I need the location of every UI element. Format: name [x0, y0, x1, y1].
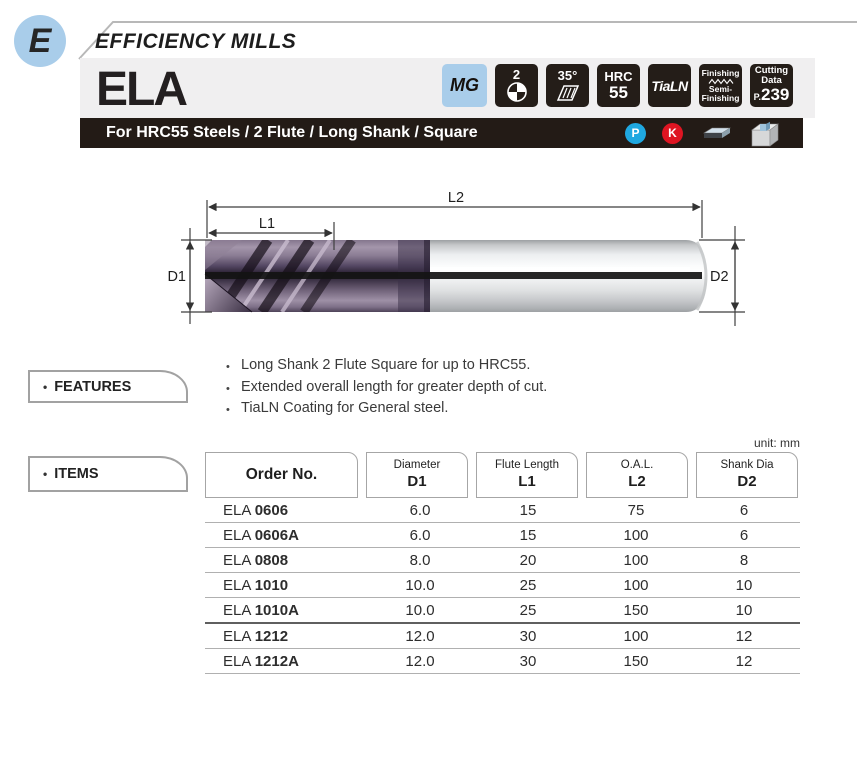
header-symbol: D2 [737, 473, 757, 490]
cutting-data-label-2: Data [761, 75, 782, 86]
order-code: 1010A [254, 601, 299, 619]
order-no-cell [205, 552, 366, 569]
series-letter-badge [14, 15, 66, 67]
items-bullet: • [43, 467, 48, 481]
l2-value-cell: 100 [623, 551, 649, 569]
title-band [80, 58, 815, 118]
l1-value-cell: 30 [519, 652, 537, 670]
cutting-data-label-1: Cutting [754, 65, 789, 76]
table-row [205, 498, 800, 523]
model-name: ELA [96, 63, 186, 116]
order-code: 0808 [254, 551, 289, 569]
order-no-cell [205, 628, 366, 645]
header-symbol: L1 [518, 473, 536, 490]
l2-value-cell: 100 [623, 576, 649, 594]
flute-cross-section-icon [505, 81, 529, 103]
table-row [205, 649, 800, 674]
d1-value-cell: 6.0 [409, 526, 431, 544]
l2-value-cell: 150 [623, 652, 649, 670]
dim-label-d1: D1 [167, 269, 186, 285]
d1-value-cell: 10.0 [405, 576, 435, 594]
items-label: ITEMS [54, 466, 99, 482]
dim-label-d2: D2 [710, 269, 729, 285]
l1-value-cell: 25 [519, 576, 537, 594]
header-symbol: D1 [407, 473, 427, 490]
table-row [205, 548, 800, 573]
bullet-icon: • [226, 361, 230, 373]
feature-text: Long Shank 2 Flute Square for up to HRC55. [241, 357, 531, 373]
header-label: Diameter [393, 459, 441, 471]
order-series: ELA [223, 652, 251, 670]
helix-angle-icon [556, 84, 580, 102]
header-order-no: Order No. [205, 452, 358, 498]
helix-angle-badge [546, 64, 589, 107]
header-oal [586, 452, 688, 498]
order-no-cell [205, 602, 366, 619]
finishing-label-1: Finishing [701, 67, 740, 78]
feature-text: Extended overall length for greater depth of cut. [241, 378, 548, 395]
flute-count-label: 2 [512, 67, 521, 82]
table-row [205, 523, 800, 548]
feature-item [226, 399, 547, 421]
order-code: 1212 [254, 627, 289, 645]
order-series: ELA [223, 501, 251, 519]
order-series: ELA [223, 576, 251, 594]
dim-label-l2: L2 [447, 190, 465, 206]
d1-value-cell: 10.0 [405, 601, 435, 619]
hardness-value: 55 [609, 83, 628, 102]
finishing-label-2: Semi- [708, 83, 733, 94]
bullet-icon: • [226, 404, 230, 416]
spec-badges [442, 64, 793, 107]
p-label: P [631, 126, 640, 140]
cutting-data-badge [750, 64, 793, 107]
l1-value-cell: 15 [519, 526, 537, 544]
facing-plate-icon [699, 124, 733, 142]
material-label: MG [450, 75, 479, 95]
items-label-box [28, 456, 188, 492]
order-series: ELA [223, 526, 251, 544]
cutting-data-page [754, 87, 790, 105]
feature-text: TiaLN Coating for General steel. [241, 400, 449, 416]
table-header [205, 452, 798, 498]
d2-value-cell: 12 [735, 627, 753, 645]
hardness-label: HRC [604, 69, 633, 84]
header-symbol: L2 [628, 473, 646, 490]
table-row [205, 573, 800, 598]
center-reflection-line [205, 272, 702, 279]
coating-badge [648, 64, 691, 107]
l1-value-cell: 15 [519, 501, 537, 519]
order-code: 0606A [254, 526, 299, 544]
order-series: ELA [223, 551, 251, 569]
series-title: EFFICIENCY MILLS [95, 30, 297, 53]
slotted-block-icon [749, 119, 781, 147]
finishing-label-3: Finishing [701, 92, 740, 103]
feature-item [226, 356, 547, 378]
d2-value-cell: 10 [735, 576, 753, 594]
header-label: O.A.L. [620, 459, 654, 471]
header-label: Flute Length [495, 459, 559, 471]
l1-value-cell: 30 [519, 627, 537, 645]
feature-item [226, 378, 547, 400]
coating-label: TiaLN [651, 77, 688, 94]
d1-value-cell: 12.0 [405, 627, 435, 645]
l1-value-cell: 25 [519, 601, 537, 619]
features-label: FEATURES [54, 378, 132, 395]
dim-label-l1: L1 [258, 216, 276, 232]
table-body [205, 498, 800, 674]
features-bullet: • [43, 379, 48, 394]
features-list [226, 356, 547, 421]
order-no-cell [205, 502, 366, 519]
unit-note: unit: mm [753, 436, 800, 450]
header-flute-length [476, 452, 578, 498]
helix-angle-label: 35° [557, 68, 578, 83]
order-series: ELA [223, 627, 251, 645]
d2-value-cell: 6 [739, 526, 749, 544]
flute-count-badge [495, 64, 538, 107]
table-row [205, 598, 800, 624]
d1-value-cell: 6.0 [409, 501, 431, 519]
header-diameter [366, 452, 468, 498]
d1-value-cell: 8.0 [409, 551, 431, 569]
header-shank-dia [696, 452, 798, 498]
table-row [205, 624, 800, 649]
features-label-box [28, 370, 188, 403]
order-no-cell [205, 653, 366, 670]
l2-value-cell: 150 [623, 601, 649, 619]
subtitle-text: For HRC55 Steels / 2 Flute / Long Shank / Square [106, 124, 478, 141]
d2-value-cell: 12 [735, 652, 753, 670]
page-prefix: P. [753, 92, 761, 102]
k-label: K [668, 126, 677, 140]
series-letter: E [28, 21, 52, 60]
iso-k-castiron-icon [662, 123, 683, 144]
hardness-badge [597, 64, 640, 107]
iso-p-steel-icon [625, 123, 646, 144]
order-code: 1212A [254, 652, 299, 670]
l2-value-cell: 100 [623, 627, 649, 645]
d1-value-cell: 12.0 [405, 652, 435, 670]
finishing-badge [699, 64, 742, 107]
l1-value-cell: 20 [519, 551, 537, 569]
order-series: ELA [223, 601, 251, 619]
d2-value-cell: 10 [735, 601, 753, 619]
page-number: 239 [760, 85, 790, 104]
end-mill-dimension-drawing [0, 170, 857, 370]
subtitle-bar [80, 118, 803, 148]
d2-value-cell: 8 [739, 551, 749, 569]
application-icons [625, 118, 781, 148]
order-no-cell [205, 527, 366, 544]
bullet-icon: • [226, 382, 230, 395]
header-label: Shank Dia [720, 459, 774, 471]
order-no-cell [205, 577, 366, 594]
order-code: 0606 [254, 501, 289, 519]
material-badge [442, 64, 487, 107]
d2-value-cell: 6 [739, 501, 749, 519]
order-code: 1010 [254, 576, 289, 594]
l2-value-cell: 75 [627, 501, 645, 519]
l2-value-cell: 100 [623, 526, 649, 544]
